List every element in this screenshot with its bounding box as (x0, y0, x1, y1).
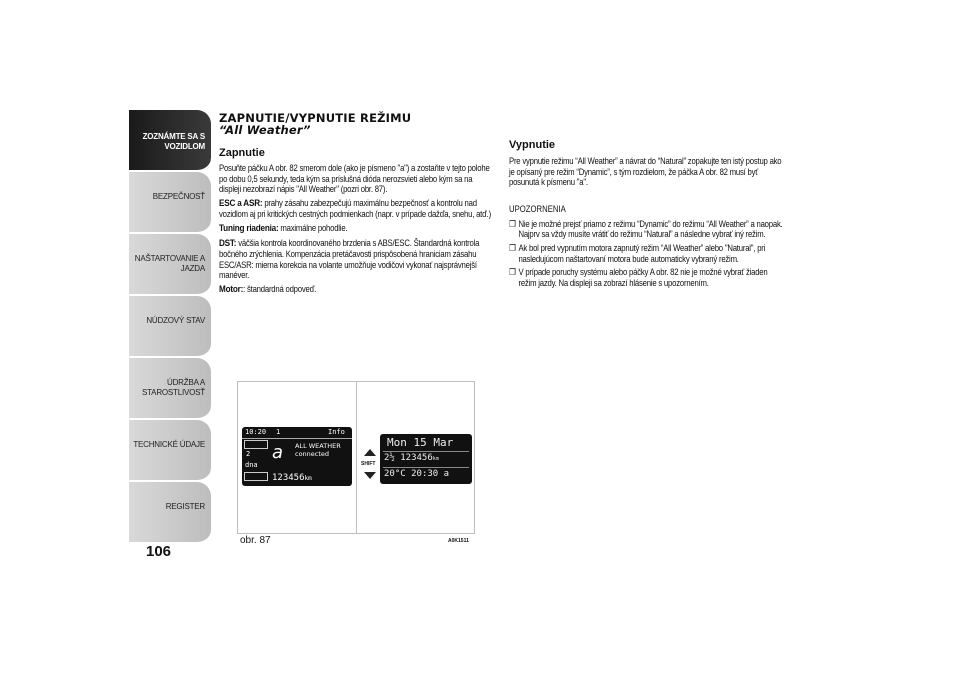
display-page-two: 2 (246, 450, 251, 458)
tab-label: TECHNICKÉ ÚDAJE (133, 440, 205, 449)
shift-control (360, 434, 380, 484)
tab-label: REGISTER (165, 502, 205, 511)
display-separator (383, 451, 469, 452)
tab-label: NAŠTARTOVANIE A JAZDA (134, 254, 205, 273)
display-page-one: 1 (276, 428, 281, 436)
tab-register[interactable] (129, 482, 211, 544)
display-screen (380, 434, 472, 484)
arrow-up-icon (364, 449, 376, 456)
checkbox-bullet-icon: ❒ (509, 242, 516, 253)
figure-code: A0K1511 (448, 538, 469, 544)
tab-label: ZOZNÁMTE SA S VOZIDLOM (142, 132, 205, 151)
bullet-text: V prípade poruchy systému alebo páčky A obr. 82 nie je možné vybrať žiaden režim jazdy. Na displeji sa zobrazí hlásenie s upozornením. (518, 267, 768, 288)
tab-label: NÚDZOVÝ STAV (146, 316, 205, 325)
figure-caption: obr. 87 (240, 535, 271, 546)
trip-unit: km (432, 456, 439, 462)
display-mode: a (443, 469, 450, 479)
display-temp: 20°C (384, 469, 406, 479)
ac-icon (244, 440, 268, 449)
section-tabs (129, 110, 211, 544)
section-heading (219, 112, 494, 136)
dst-text: väčšia kontrola koordinovaného brzdenia s ABS/ESC. Štandardná kontrola bočného zrýchlenia. Kompenzácia pretáčavosti prispôsobená hraniciam zásahu ESC/ASR: mierna korekcia na volante umožňuje vodičovi vykonať najsprávnejší manéver. (219, 237, 480, 281)
display-time: 10:20 (245, 428, 267, 436)
paragraph-dst (219, 238, 494, 281)
esc-text: prahy zásahu zabezpečujú maximálnu bezpečnosť a kontrolu nad vozidlom aj pri kritických cestných podmienkach (napr. v prípade dažďa, snehu, atď.) (219, 197, 491, 220)
arrow-down-icon (364, 472, 376, 479)
figure-87 (237, 381, 475, 534)
figure-divider (356, 382, 357, 533)
tab-zoznamte-sa[interactable] (129, 110, 211, 172)
tab-nastartovanie[interactable] (129, 234, 211, 296)
shift-label: SHIFT (361, 461, 376, 467)
bullet-text: Nie je možné prejsť priamo z režimu “Dynamic” do režimu “All Weather” a naopak. Najprv sa vždy musíte vrátiť do režimu “Natural” a následne vybrať iný režim. (518, 218, 783, 240)
motor-text: : štandardná odpoveď. (243, 283, 317, 294)
subheading-vypnutie: Vypnutie (509, 139, 556, 151)
list-item (509, 243, 784, 264)
dst-label: DST: (219, 237, 237, 249)
bullet-text: Ak bol pred vypnutím motora zapnutý režim “All Weather” alebo "Natural", pri nasledujúcom naštartovaní motora bude automaticky vybraný režim. (518, 242, 766, 264)
page-number: 106 (146, 543, 172, 560)
list-item (509, 267, 784, 288)
right-column (509, 139, 789, 291)
display-clock: 20:30 (411, 469, 439, 479)
left-column (219, 112, 494, 299)
checkbox-bullet-icon: ❒ (509, 218, 516, 229)
tab-udrzba[interactable] (129, 358, 211, 420)
display-trip (384, 453, 439, 463)
display-separator (383, 467, 469, 468)
display-right (360, 434, 472, 484)
odometer-unit: km (304, 475, 312, 482)
paragraph-vypnutie: Pre vypnutie režimu “All Weather” a návrat do “Natural” zopakujte ten istý postup ako je opísaný pre režim “Dynamic”, s tým rozdielom, že páčka A obr. 82 musí byť posunutá k písmenu "a". (509, 156, 782, 188)
paragraph-motor (219, 284, 494, 296)
checkbox-bullet-icon: ❒ (509, 267, 516, 278)
subheading-zapnutie: Zapnutie (219, 147, 265, 159)
tab-bezpecnost[interactable] (129, 172, 211, 234)
display-odometer (272, 473, 312, 483)
display-info: Info (328, 428, 345, 436)
paragraph-esc (219, 198, 494, 220)
all-weather-text: ALL WEATHER connected (295, 442, 341, 458)
display-date: Mon 15 Mar (387, 436, 454, 449)
trip-value: 2½ 123456 (384, 453, 433, 463)
tab-label: ÚDRŽBA A STAROSTLIVOSŤ (141, 378, 205, 397)
list-item (509, 219, 784, 240)
display-dna: dna (245, 461, 258, 469)
motor-label: Motor: (219, 283, 244, 295)
heading-line1: ZAPNUTIE/VYPNUTIE REŽIMU (219, 111, 412, 125)
tab-label: BEZPEČNOSŤ (152, 192, 205, 201)
mode-a-icon: a (272, 442, 284, 463)
tab-nudzovy-stav[interactable] (129, 296, 211, 358)
display-bottom-row (384, 469, 449, 479)
paragraph-intro: Posuňte páčku A obr. 82 smerom dole (ako je písmeno "a") a zostaňte v tejto polohe po dobu 0,5 sekundy, teda kým sa príslušná dióda nerozsvieti alebo kým sa na displeji nezobrazí nápis "All Weather" (pozri obr. 87). (219, 163, 490, 195)
tuning-text: maximálne pohodlie. (278, 222, 348, 233)
display-left (242, 427, 352, 486)
esc-label: ESC a ASR: (219, 197, 263, 209)
warnings-title: UPOZORNENIA (509, 203, 566, 214)
heading-line2: “All Weather” (219, 123, 311, 137)
tuning-label: Tuning riadenia: (219, 222, 279, 234)
paragraph-tuning (219, 223, 494, 235)
seat-heating-icon (244, 472, 268, 481)
tab-technicke-udaje[interactable] (129, 420, 211, 482)
odometer-value: 123456 (272, 473, 305, 483)
